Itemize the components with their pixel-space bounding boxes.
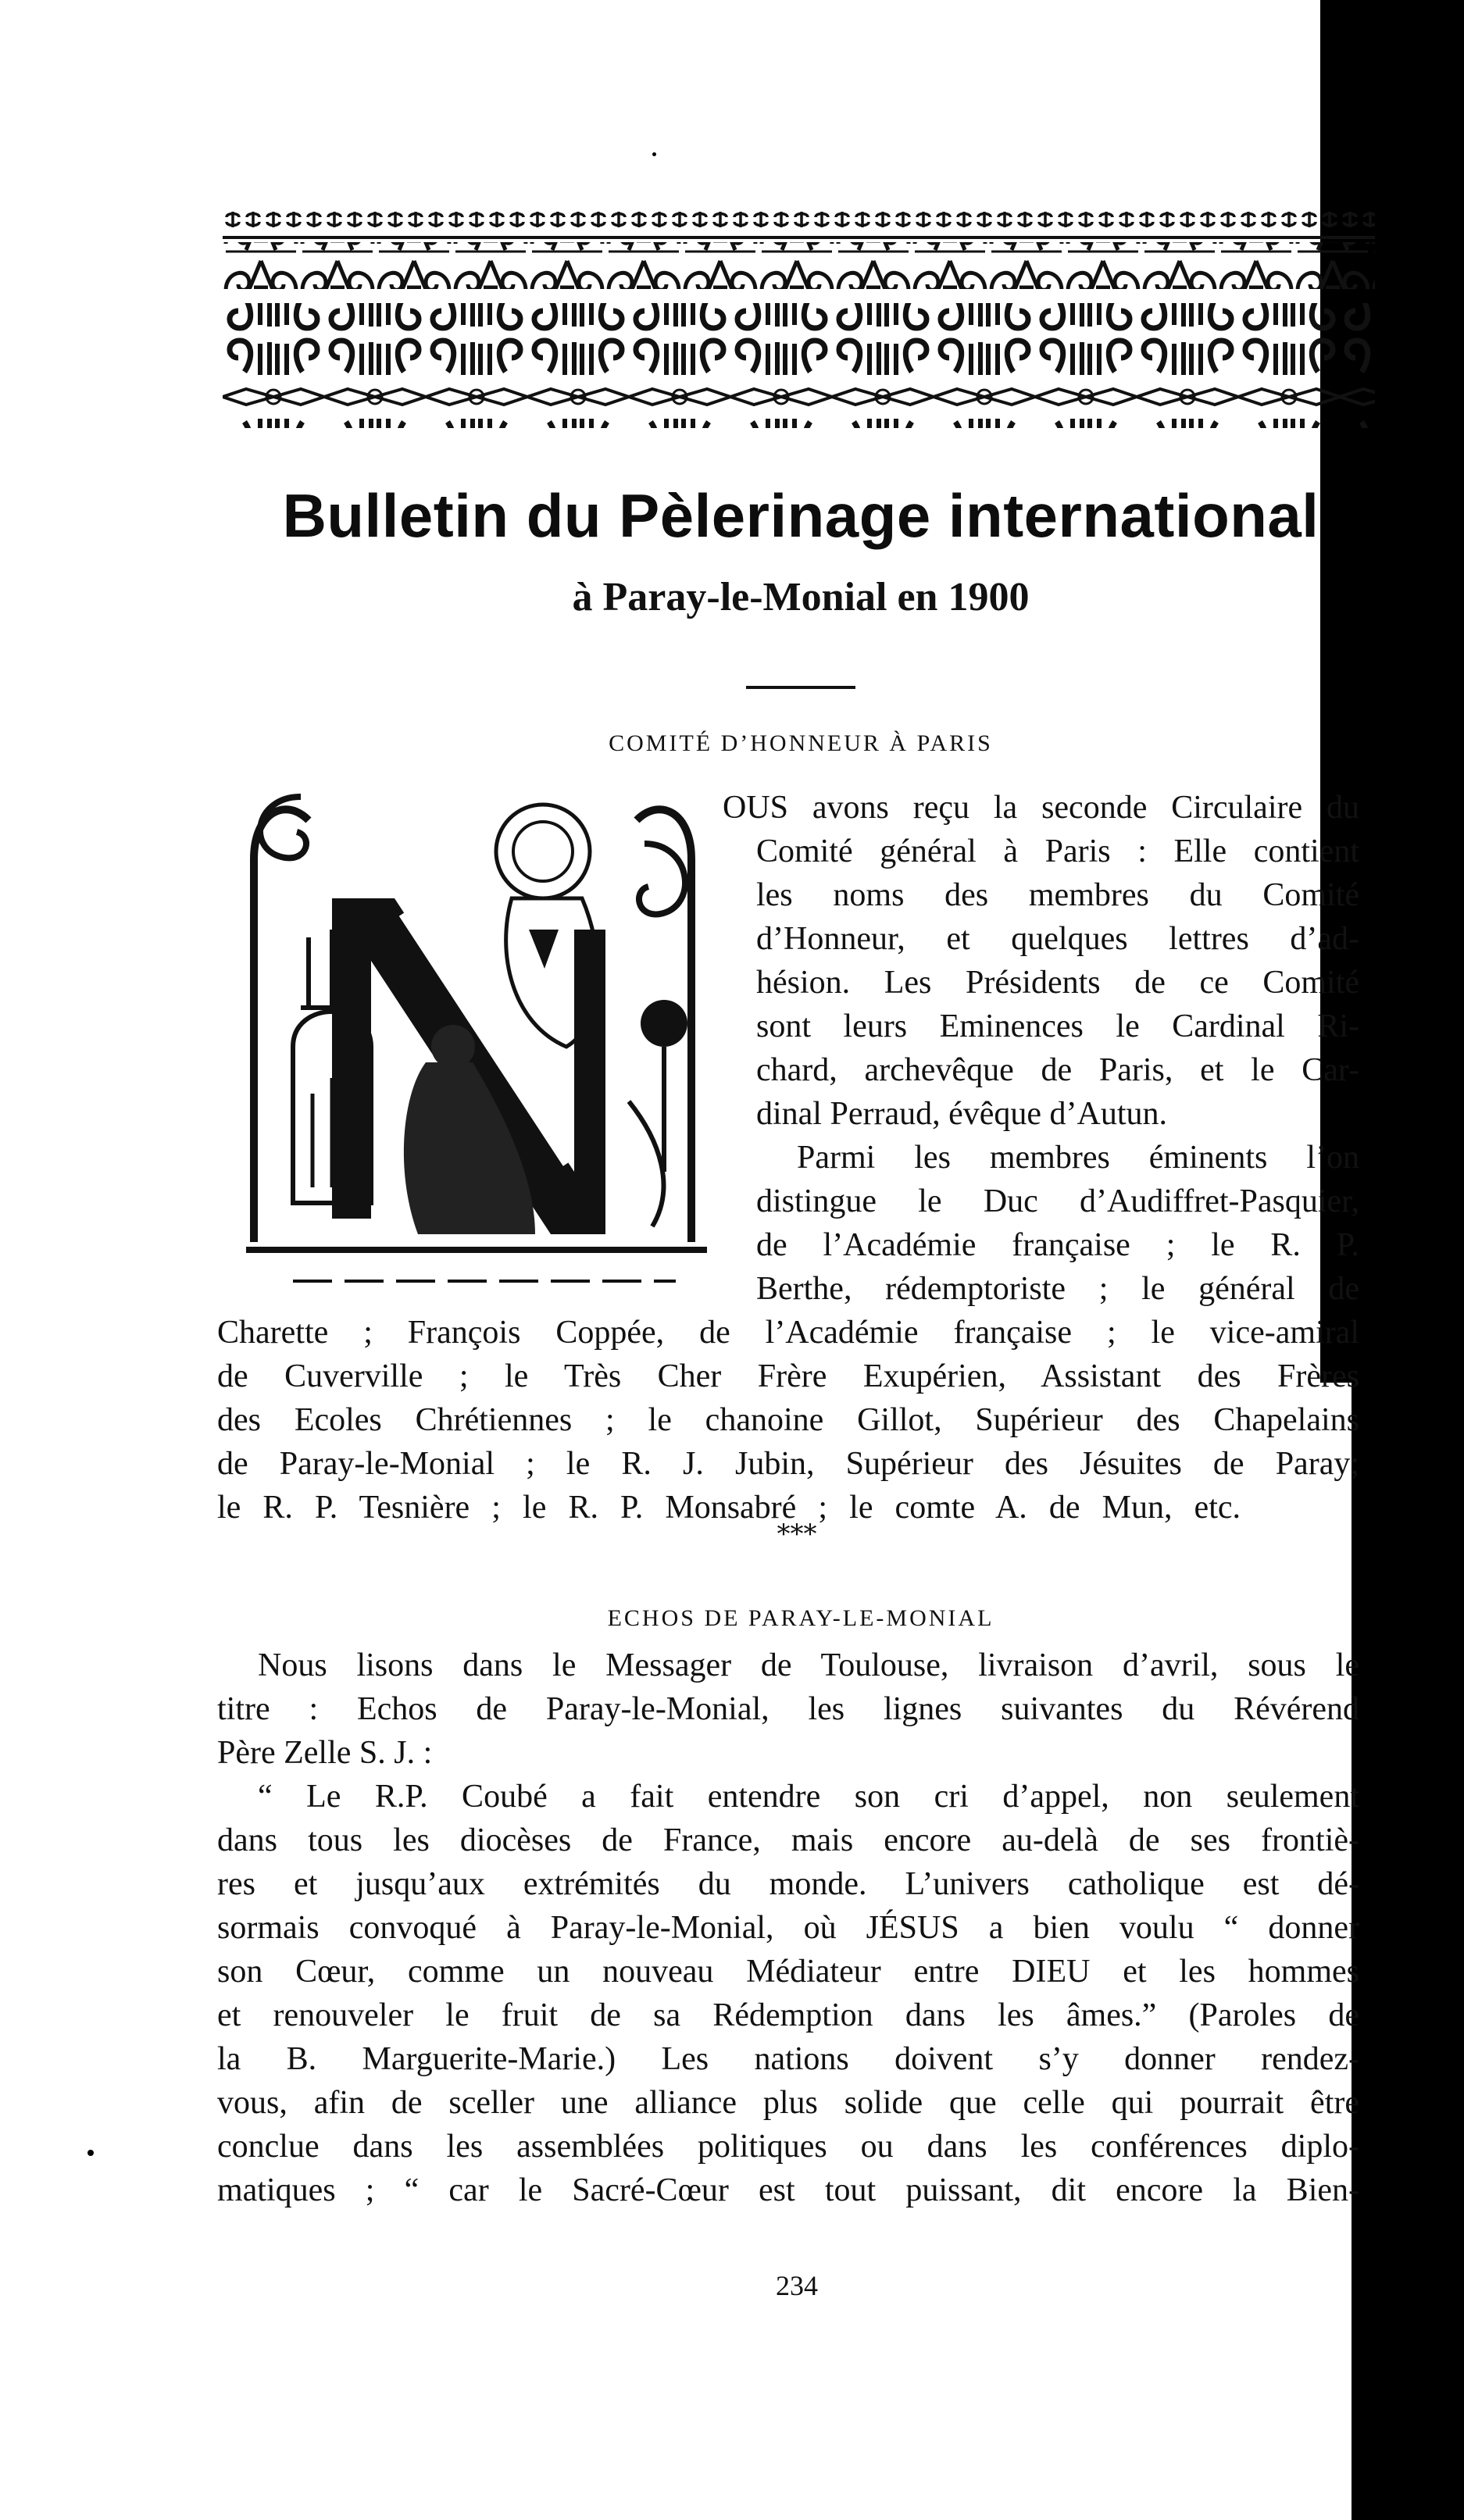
body-line: res et jusqu’aux extrémités du monde. L’univers catholique est dé- xyxy=(217,1866,1359,1902)
page-number: 234 xyxy=(776,2270,818,2301)
body-line: la B. Marguerite-Marie.) Les nations doivent s’y donner rendez- xyxy=(217,2041,1359,2077)
body-line: Comité général à Paris : Elle contient xyxy=(756,833,1359,869)
title-divider xyxy=(746,686,855,689)
body-line: dinal Perraud, évêque d’Autun. xyxy=(756,1096,1168,1132)
margin-speck xyxy=(87,2150,94,2156)
body-line: sormais convoqué à Paray-le-Monial, où JÉSUS a bien voulu “ donner xyxy=(217,1910,1359,1946)
asterism-separator: *** xyxy=(777,1519,817,1550)
body-line: de Paray-le-Monial ; le R. J. Jubin, Supérieur des Jésuites de Paray; xyxy=(217,1446,1359,1482)
body-line: le R. P. Tesnière ; le R. P. Monsabré ; le comte A. de Mun, etc. xyxy=(217,1490,1241,1526)
body-line: matiques ; “ car le Sacré-Cœur est tout puissant, dit encore la Bien- xyxy=(217,2172,1359,2208)
body-line: son Cœur, comme un nouveau Médiateur entre DIEU et les hommes xyxy=(217,1954,1359,1990)
body-line: d’Honneur, et quelques lettres d’ad- xyxy=(756,921,1359,957)
body-line: des Ecoles Chrétiennes ; le chanoine Gillot, Supérieur des Chapelains xyxy=(217,1402,1359,1438)
body-line: Père Zelle S. J. : xyxy=(217,1735,433,1771)
decorative-header-band xyxy=(223,209,1375,440)
body-line: sont leurs Eminences le Cardinal Ri- xyxy=(756,1008,1359,1044)
margin-speck xyxy=(652,152,656,156)
section-heading-comite: COMITÉ D’HONNEUR À PARIS xyxy=(609,730,993,756)
body-line: “ Le R.P. Coubé a fait entendre son cri d’appel, non seulement xyxy=(258,1779,1359,1815)
body-line: distingue le Duc d’Audiffret-Pasquier, xyxy=(756,1183,1359,1219)
section-heading-echos: ECHOS DE PARAY-LE-MONIAL xyxy=(607,1605,994,1631)
body-line: Charette ; François Coppée, de l’Académie française ; le vice-amiral xyxy=(217,1315,1359,1351)
body-line: les noms des membres du Comité xyxy=(756,877,1359,913)
body-line: hésion. Les Présidents de ce Comité xyxy=(756,965,1359,1001)
body-line: Nous lisons dans le Messager de Toulouse, livraison d’avril, sous le xyxy=(258,1647,1359,1683)
page-title: Bulletin du Pèlerinage international xyxy=(282,481,1319,550)
illuminated-drop-cap xyxy=(238,766,715,1297)
body-line: vous, afin de sceller une alliance plus solide que celle qui pourrait être xyxy=(217,2085,1359,2121)
body-line: conclue dans les assemblées politiques ou dans les conférences diplo- xyxy=(217,2129,1359,2165)
body-line: et renouveler le fruit de sa Rédemption dans les âmes.” (Paroles de xyxy=(217,1997,1359,2033)
body-line: de Cuverville ; le Très Cher Frère Exupérien, Assistant des Frères xyxy=(217,1358,1359,1394)
body-line: Parmi les membres éminents l’on xyxy=(797,1140,1359,1176)
page-subtitle: à Paray-le-Monial en 1900 xyxy=(572,575,1030,619)
body-line: chard, archevêque de Paris, et le Car- xyxy=(756,1052,1359,1088)
body-line: Berthe, rédemptoriste ; le général de xyxy=(756,1271,1359,1307)
body-line: dans tous les diocèses de France, mais encore au-delà de ses frontiè- xyxy=(217,1822,1359,1858)
body-line: de l’Académie française ; le R. P. xyxy=(756,1227,1359,1263)
body-line: titre : Echos de Paray-le-Monial, les lignes suivantes du Révérend xyxy=(217,1691,1359,1727)
body-line: OUS avons reçu la seconde Circulaire du xyxy=(723,790,1359,826)
